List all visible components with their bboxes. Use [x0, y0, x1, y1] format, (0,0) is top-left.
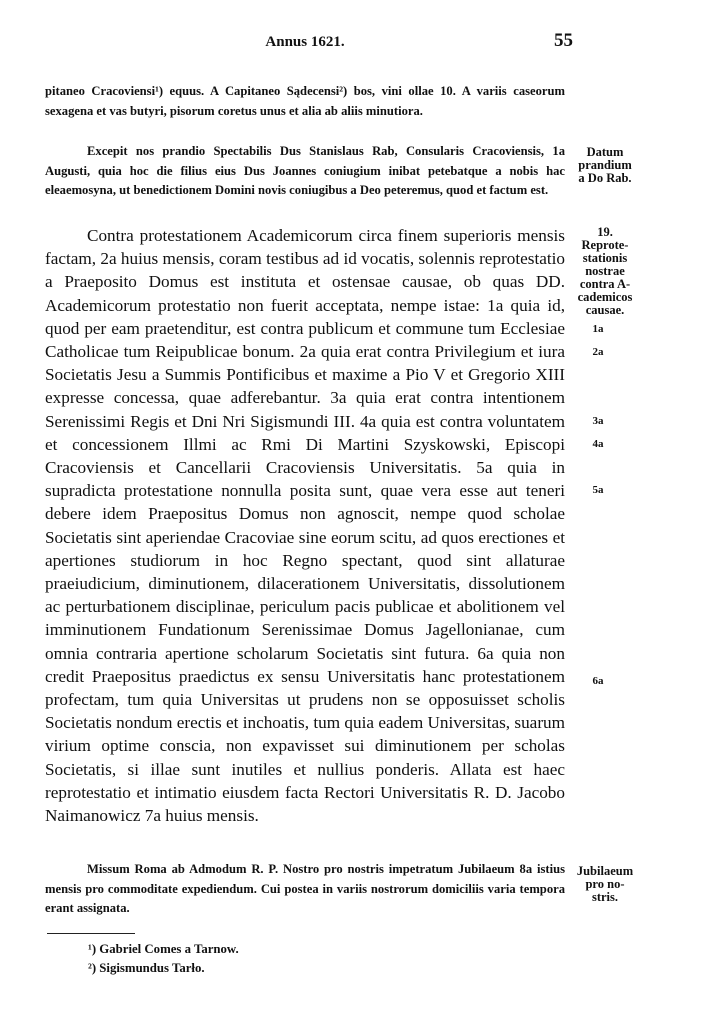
page-number: 55	[554, 30, 573, 51]
margin-line: nostrae	[585, 264, 625, 278]
margin-line: stris.	[591, 890, 619, 904]
margin-num-6: 6a	[592, 675, 604, 687]
margin-line: Reprote-	[581, 238, 629, 252]
margin-line: prandium	[578, 158, 632, 172]
text-block-jubilaeum	[45, 860, 565, 919]
margin-num-5: 5a	[592, 484, 604, 496]
footnote-2: ²) Sigismundus Tarło.	[88, 961, 205, 975]
text-block-top	[45, 82, 565, 121]
margin-line: cademicos	[577, 290, 633, 304]
paragraph-jubilaeum: Missum Roma ab Admodum R. P. Nostro pro nostris impetratum Jubilaeum 8a istius mensis pro commoditate expediendum. Cui postea in variis nostrorum domiciliis varia tempora erant assignata.	[45, 862, 565, 916]
footnote-rule	[47, 933, 135, 934]
margin-num-3: 3a	[592, 415, 604, 427]
page-header	[45, 30, 573, 51]
margin-line: pro no-	[585, 877, 625, 891]
margin-num-2: 2a	[592, 346, 604, 358]
margin-note-datum	[568, 146, 642, 185]
margin-note-reprotestatio	[568, 226, 642, 317]
margin-line: causae.	[585, 303, 625, 317]
margin-line: contra A-	[579, 277, 631, 291]
paragraph-reprotestatio: Contra protestationem Academicorum circa finem superioris mensis factam, 2a huius mensis, coram testibus ad id vocatis, solennis reprotestatio a Praeposito Domus est instituta et ostensae causae, ob quas DD. Academicorum protestatio non fuerit acceptata, nempe istae: 1a quia id, quod per eam praetenditur, est contra publicum et commune tum Ecclesiae Catholicae tum Reipublicae bonum. 2a quia erat contra Privilegium et iura Societatis Jesu a Summis Pontificibus et maxime a Pio V et Gregorio XIII expresse concessa, quae adferebantur. 3a quia erat contra intentionem Serenissimi Regis et Dni Nri Sigismundi III. 4a quia est contra voluntatem et concessionem Illmi ac Rmi Di Martini Szyskowski, Episcopi Cracoviensis et Cancellarii Cracoviensis Universitatis. 5a quia in supradicta protestatione nonnulla posita sunt, quae vera esse aut teneri debere idem Praepositus Domus non agnoscit, nempe quod scholae Societatis sint aperiendae Cracoviae sine eorum scitu, ad quos erectiones et apertiones studiorum in hoc Regno spectant, quod sint allaturae praeiudicium, diminutionem, dilacerationem Universitatis, dissolutionem ac perturbationem disciplinae, periculum pacis publicae et abolitionem vel imminutionem Fundationum Serenissimae Domus Jagellonianae, cum omnia contraria apertione scholarum Societatis sint futura. 6a quia non credit Praepositus praedictus ex sensu Universitatis hanc protestationem profectam, tum quia Universitas ut prudens non se opposuisset scholis Societatis nondum erectis et inchoatis, tum quia eadem Universitas, suarum virium optime conscia, non expavisset sui diminutionem per scholas Societatis, si illae sunt inutiles et nullius ponderis. Allata est haec reprotestatio et intimatio eiusdem facta Rectori Universitatis R. D. Jacobo Naimanowicz 7a huius mensis.	[45, 226, 565, 826]
margin-line: 19.	[597, 225, 613, 239]
margin-num-1: 1a	[592, 323, 604, 335]
footnotes	[88, 940, 239, 978]
text-block-prandium	[45, 142, 565, 201]
paragraph-prandium: Excepit nos prandio Spectabilis Dus Stanislaus Rab, Consularis Cracoviensis, 1a Augusti, quia hoc die filius eius Dus Joannes coniugium inibat petebatque a nobis hac eleaemosyna, ut benedictionem Domini novis coniugibus a Deo peteremus, quod et factum est.	[45, 144, 565, 198]
paragraph-gifts: pitaneo Cracoviensi¹) equus. A Capitaneo Sądecensi²) bos, vini ollae 10. A variis caseorum sexagena et vas butyri, pisorum coretus unus et alia ab aliis minutiora.	[45, 84, 565, 118]
text-block-reprotestatio	[45, 224, 565, 827]
margin-note-jubilaeum	[568, 865, 642, 904]
margin-line: Datum	[586, 145, 624, 159]
margin-num-4: 4a	[592, 438, 604, 450]
footnote-1: ¹) Gabriel Comes a Tarnow.	[88, 942, 239, 956]
margin-line: Jubilaeum	[576, 864, 634, 878]
margin-line: stationis	[582, 251, 628, 265]
running-title: Annus 1621.	[265, 34, 345, 50]
margin-line: a Do Rab.	[578, 171, 632, 185]
